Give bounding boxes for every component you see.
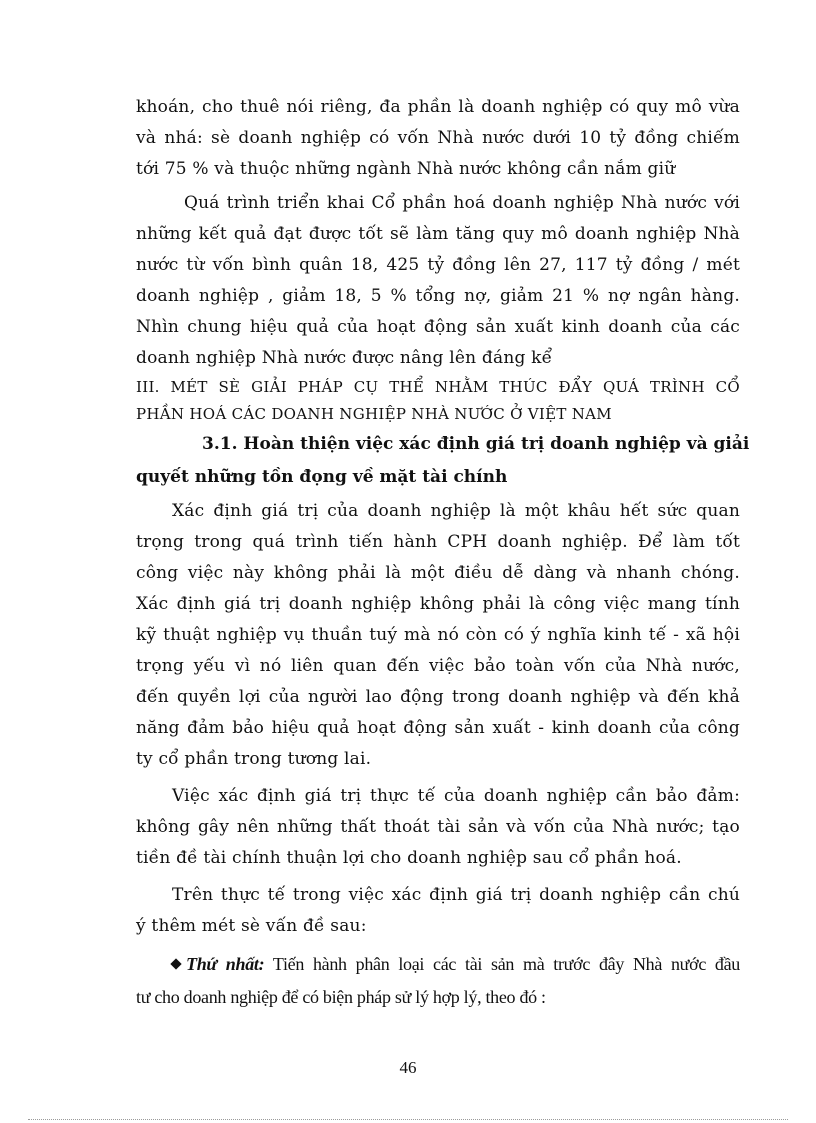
text-line: công việc này không phải là một điều dễ dàng và nhanh chóng. xyxy=(136,563,740,583)
paragraph-3 xyxy=(136,496,740,775)
text-line: và nhá: sè doanh nghiệp có vốn Nhà nước dưới 10 tỷ đồng chiếm xyxy=(136,128,740,148)
bullet-line: tư cho doanh nghiệp để có biện pháp sử lý hợp lý, theo đó : xyxy=(136,987,546,1007)
page-bottom-divider xyxy=(28,1119,788,1120)
diamond-bullet-icon xyxy=(170,958,181,969)
text-line: tiền đề tài chính thuận lợi cho doanh nghiệp sau cổ phần hoá. xyxy=(136,848,682,868)
text-line: khoán, cho thuê nói riêng, đa phần là doanh nghiệp có quy mô vừa xyxy=(136,97,740,117)
page-number: 46 xyxy=(399,1058,417,1077)
text-line: không gây nên những thất thoát tài sản và vốn của Nhà nước; tạo xyxy=(136,817,740,837)
text-line: doanh nghiệp , giảm 18, 5 % tổng nợ, giảm 21 % nợ ngân hàng. xyxy=(136,286,740,306)
bullet-lead: Thứ nhất: xyxy=(186,954,265,974)
subsection-heading-line: quyết những tồn đọng về mặt tài chính xyxy=(136,467,508,487)
bullet-text: Tiến hành phân loại các tài sản mà trước đây Nhà nước đầu xyxy=(264,954,740,974)
text-line: Xác định giá trị của doanh nghiệp là một khâu hết sức quan xyxy=(172,501,740,521)
text-line: ý thêm mét sè vấn đề sau: xyxy=(136,916,367,936)
text-line: Trên thực tế trong việc xác định giá trị doanh nghiệp cần chú xyxy=(172,885,740,905)
text-line: nước từ vốn bình quân 18, 425 tỷ đồng lên 27, 117 tỷ đồng / mét xyxy=(136,255,740,275)
paragraph-4 xyxy=(136,781,740,874)
text-line: năng đảm bảo hiệu quả hoạt động sản xuất - kinh doanh của công xyxy=(136,718,740,738)
text-line: đến quyền lợi của người lao động trong doanh nghiệp và đến khả xyxy=(136,687,740,707)
bullet-item-1 xyxy=(136,948,740,1014)
bullet-line xyxy=(136,948,740,981)
text-line: trọng yếu vì nó liên quan đến việc bảo toàn vốn của Nhà nước, xyxy=(136,656,740,676)
text-line: Việc xác định giá trị thực tế của doanh nghiệp cần bảo đảm: xyxy=(172,786,740,806)
text-line: Nhìn chung hiệu quả của hoạt động sản xuất kinh doanh của các xyxy=(136,317,740,337)
text-line: Xác định giá trị doanh nghiệp không phải là công việc mang tính xyxy=(136,594,740,614)
text-line: ty cổ phần trong tương lai. xyxy=(136,749,372,769)
text-line: Quá trình triển khai Cổ phần hoá doanh nghiệp Nhà nước với xyxy=(184,193,740,213)
paragraph-5 xyxy=(136,880,740,942)
text-line: kỹ thuật nghiệp vụ thuần tuý mà nó còn có ý nghĩa kinh tế - xã hội xyxy=(136,625,740,645)
text-line: doanh nghiệp Nhà nước được nâng lên đáng kể xyxy=(136,348,553,368)
text-line: tới 75 % và thuộc những ngành Nhà nước không cần nắm giữ xyxy=(136,159,676,179)
section-heading xyxy=(136,374,740,428)
section-heading-line: III. MÉT SÈ GIẢI PHÁP CỤ THỂ NHẰM THÚC ĐẨY QUÁ TRÌNH CỔ xyxy=(136,378,740,396)
text-line: trọng trong quá trình tiến hành CPH doanh nghiệp. Để làm tốt xyxy=(136,532,740,552)
subsection-heading-line: 3.1. Hoàn thiện việc xác định giá trị doanh nghiệp và giải xyxy=(202,434,750,454)
page-body xyxy=(136,92,750,1014)
paragraph-1 xyxy=(136,92,740,185)
paragraph-2 xyxy=(136,188,740,374)
text-line: những kết quả đạt được tốt sẽ làm tăng quy mô doanh nghiệp Nhà xyxy=(136,224,740,244)
section-heading-line: PHẦN HOÁ CÁC DOANH NGHIỆP NHÀ NƯỚC Ở VIỆT NAM xyxy=(136,405,612,423)
subsection-heading xyxy=(136,428,750,494)
